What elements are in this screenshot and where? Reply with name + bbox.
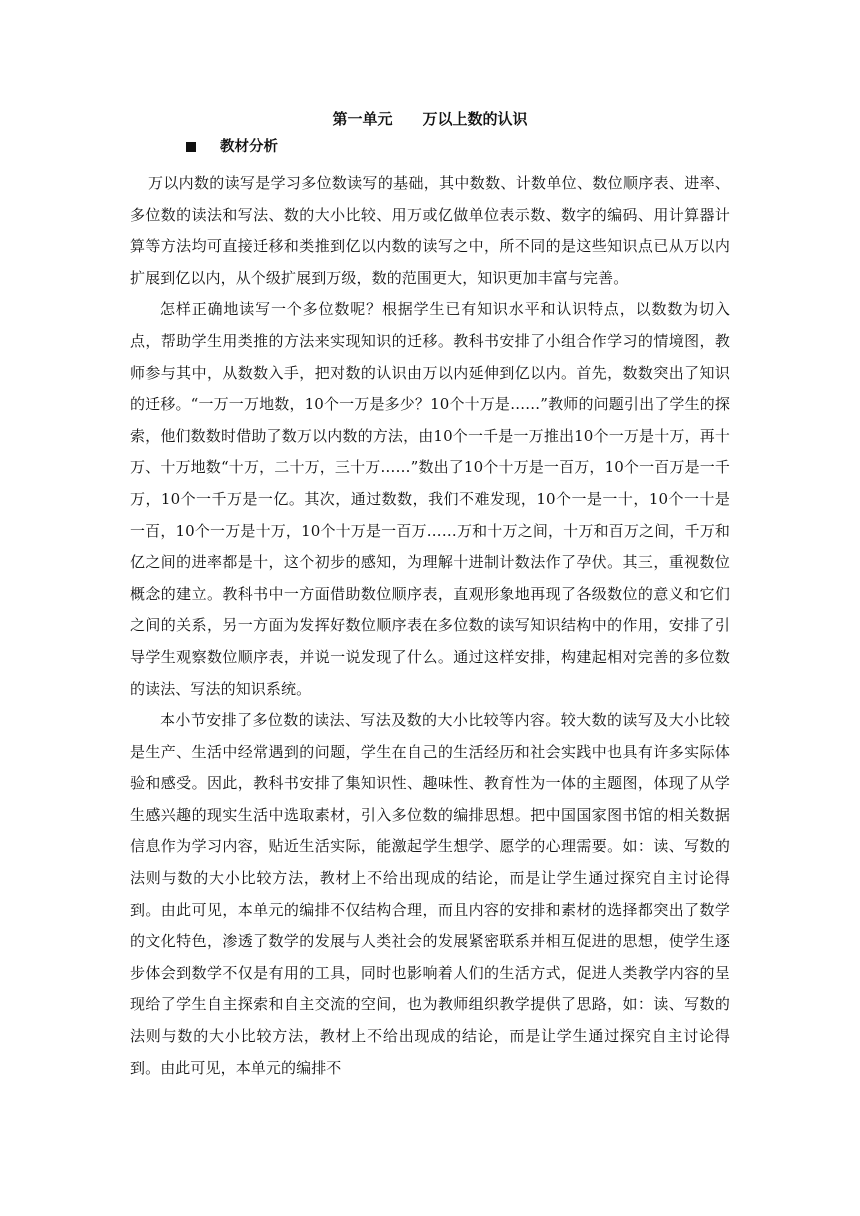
section-heading-label: 教材分析 xyxy=(220,139,278,155)
paragraph-1: 万以内数的读写是学习多位数读写的基础，其中数数、计数单位、数位顺序表、进率、多位数的读法和写法、数的大小比较、用万或亿做单位表示数、数字的编码、用计算器计算等方法均可直接迁移和类推到亿以内数的读写之中，所不同的是这些知识点已从万以内扩展到亿以内，从个级扩展到万级，数的范围更大，知识更加丰富与完善。 xyxy=(130,174,730,287)
unit-title: 第一单元 万以上数的认识 xyxy=(332,110,528,128)
section-heading xyxy=(186,134,730,160)
paragraph-2: 怎样正确地读写一个多位数呢？根据学生已有知识水平和认识特点，以数数为切入点，帮助学生用类推的方法来实现知识的迁移。教科书安排了小组合作学习的情境图，教师参与其中，从数数入手，把对数的认识由万以内延伸到亿以内。首先，数数突出了知识的迁移。“一万一万地数，10个一万是多少？10个十万是……”教师的问题引出了学生的探索，他们数数时借助了数万以内数的方法，由10个一千是一万推出10个一万是十万，再十万、十万地数“十万，二十万，三十万……”数出了10个十万是一百万，10个一百万是一千万，10个一千万是一亿。其次，通过数数，我们不难发现，10个一是一十，10个一十是一百，10个一万是十万，10个十万是一百万……万和十万之间，十万和百万之间，千万和亿之间的进率都是十，这个初步的感知，为理解十进制计数法作了孕伏。其三，重视数位概念的建立。教科书中一方面借助数位顺序表，直观形象地再现了各级数位的意义和它们之间的关系，另一方面为发挥好数位顺序表在多位数的读写知识结构中的作用，安排了引导学生观察数位顺序表，并说一说发现了什么。通过这样安排，构建起相对完善的多位数的读法、写法的知识系统。 xyxy=(130,300,730,698)
paragraph-3: 本小节安排了多位数的读法、写法及数的大小比较等内容。较大数的读写及大小比较是生产、生活中经常遇到的问题，学生在自己的生活经历和社会实践中也具有许多实际体验和感受。因此，教科书安排了集知识性、趣味性、教育性为一体的主题图，体现了从学生感兴趣的现实生活中选取素材，引入多位数的编排思想。把中国国家图书馆的相关数据信息作为学习内容，贴近生活实际，能激起学生想学、愿学的心理需要。如：读、写数的法则与数的大小比较方法，教材上不给出现成的结论，而是让学生通过探究自主讨论得到。由此可见，本单元的编排不仅结构合理，而且内容的安排和素材的选择都突出了数学的文化特色，渗透了数学的发展与人类社会的发展紧密联系并相互促进的思想，使学生逐步体会到数学不仅是有用的工具，同时也影响着人们的生活方式，促进人类教学内容的呈现给了学生自主探索和自主交流的空间，也为教师组织教学提供了思路，如：读、写数的法则与数的大小比较方法，教材上不给出现成的结论，而是让学生通过探究自主讨论得到。由此可见，本单元的编排不 xyxy=(130,711,730,1077)
square-bullet-icon xyxy=(186,142,196,152)
document-page xyxy=(130,108,730,1084)
